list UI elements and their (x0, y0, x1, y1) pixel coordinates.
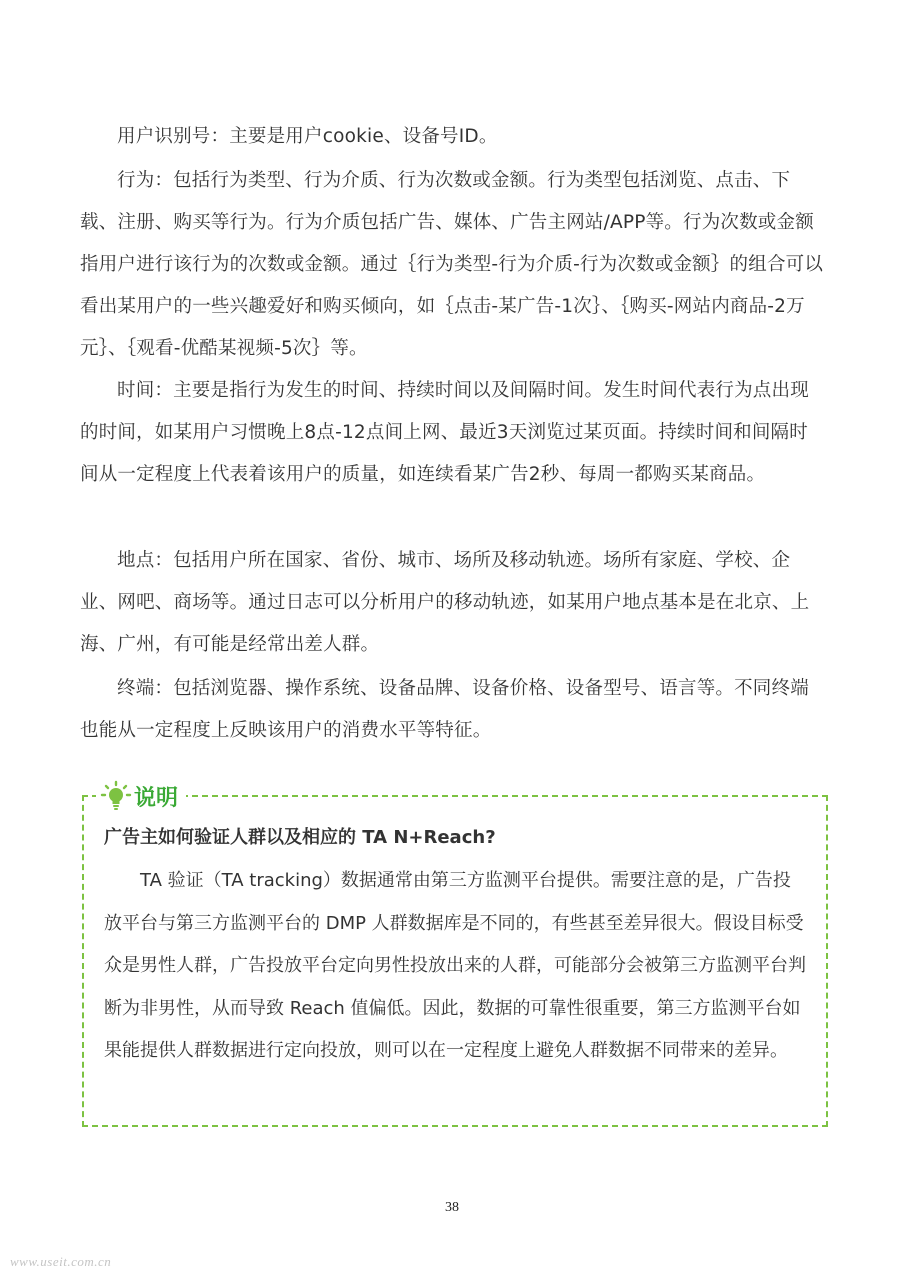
lightbulb-icon (100, 780, 132, 812)
paragraph-time: 时间：主要是指行为发生的时间、持续时间以及间隔时间。发生时间代表行为点出现的时间，如某用户习惯晚上8点-12点间上网、最近3天浏览过某页面。持续时间和间隔时间从一定程度上代表着该用户的质量，如连续看某广告2秒、每周一都购买某商品。 (80, 380, 809, 485)
note-question: 广告主如何验证人群以及相应的 TA N+Reach? (104, 827, 496, 848)
note-header (96, 778, 186, 814)
note-title: 说明 (134, 785, 179, 811)
paragraph-location: 地点：包括用户所在国家、省份、城市、场所及移动轨迹。场所有家庭、学校、企业、网吧、商场等。通过日志可以分析用户的移动轨迹，如某用户地点基本是在北京、上海、广州，有可能是经常出差人群。 (80, 550, 810, 655)
paragraph-terminal: 终端：包括浏览器、操作系统、设备品牌、设备价格、设备型号、语言等。不同终端也能从一定程度上反映该用户的消费水平等特征。 (80, 678, 809, 741)
note-body: TA 验证（TA tracking）数据通常由第三方监测平台提供。需要注意的是，广告投放平台与第三方监测平台的 DMP 人群数据库是不同的，有些甚至差异很大。假设目标受众是男性人群，广告投放平台定向男性投放出来的人群，可能部分会被第三方监测平台判断为非男性，从而导致 Reach 值偏低。因此，数据的可靠性很重要，第三方监测平台如果能提供人群数据进行定向投放，则可以在一定程度上避免人群数据不同带来的差异。 (104, 870, 806, 1061)
page-number: 38 (445, 1200, 459, 1215)
watermark: www.useit.com.cn (10, 1254, 112, 1269)
paragraph-user-id: 用户识别号：主要是用户cookie、设备号ID。 (117, 126, 498, 147)
paragraph-behavior: 行为：包括行为类型、行为介质、行为次数或金额。行为类型包括浏览、点击、下载、注册、购买等行为。行为介质包括广告、媒体、广告主网站/APP等。行为次数或金额指用户进行该行为的次数或金额。通过｛行为类型-行为介质-行为次数或金额｝的组合可以看出某用户的一些兴趣爱好和购买倾向，如｛点击-某广告-1次｝、｛购买-网站内商品-2万元｝、｛观看-优酷某视频-5次｝等。 (80, 170, 824, 359)
